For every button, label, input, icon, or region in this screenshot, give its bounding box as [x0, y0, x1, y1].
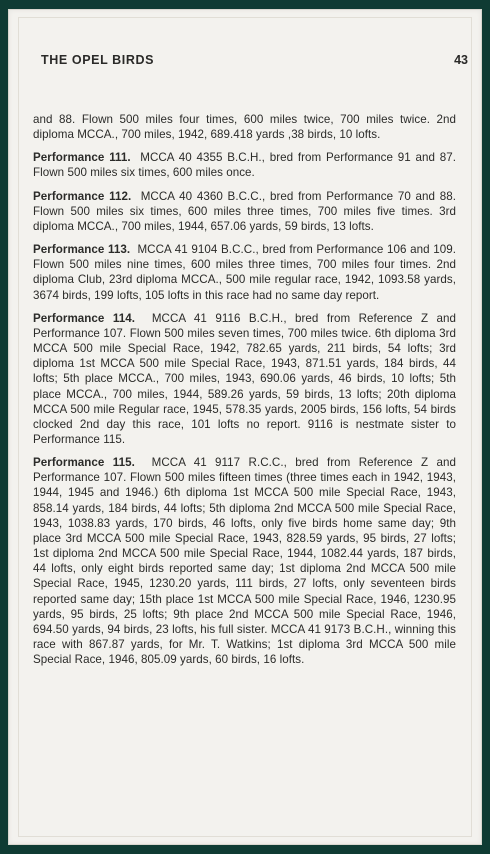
paragraph-heading: Performance 111. — [33, 151, 131, 165]
paragraph-performance-115 — [33, 455, 456, 667]
paragraph-text: MCCA 41 9117 R.C.C., bred from Reference Z and Performance 107. Flown 500 miles fifteen times (three times each in 1942, 1943, 1944, 1945 and 1946.) 6th diploma 1st MCCA 500 mile Special Race, 1943, 858.14 yards, 184 birds, 44 lofts; 5th diploma 2nd MCCA 500 mile Special Race, 1943, 1038.83 yards, 170 birds, 46 lofts, only five birds home same day; 9th place 3rd MCCA 500 mile Special Race, 1943, 828.59 yards, 95 birds, 27 lofts; 1st diploma 2nd MCCA 500 mile Special Race, 1944, 1082.44 yards, 187 birds, 44 lofts, only eight birds reported same day; 1st diploma 2nd MCCA 500 mile Special Race, 1945, 1230.20 yards, 111 birds, 27 lofts, only seventeen birds reported same day; 15th place 1st MCCA 500 mile Special Race, 1946, 1230.95 yards, 95 birds, 25 lofts; 9th place 2nd MCCA 500 mile Special Race, 1946, 694.50 yards, 94 birds, 23 lofts, his full sister. MCCA 41 9173 B.C.H., winning this race with 867.87 yards, for Mr. T. Watkins; 1st diploma 3rd MCCA 500 mile Special Race, 1946, 805.09 yards, 60 birds, 16 lofts. — [33, 456, 457, 667]
page-number: 43 — [454, 53, 468, 67]
running-title: THE OPEL BIRDS — [41, 53, 155, 67]
paragraph-performance-114 — [33, 311, 456, 447]
paragraph-performance-111 — [33, 150, 456, 180]
paragraph-heading: Performance 114. — [33, 311, 135, 325]
paragraph-text: and 88. Flown 500 miles four times, 600 miles twice, 700 miles twice. 2nd diploma MCCA., 700 miles, 1942, 689.418 yards ,38 birds, 10 lofts. — [33, 113, 456, 142]
paragraph-text: MCCA 41 9104 B.C.C., bred from Performance 106 and 109. Flown 500 miles nine times, 600 miles three times, 700 miles four times. 2nd diploma Club, 23rd diploma MCCA., 500 mile regular race, 1942, 1093.58 yards, 3674 birds, 199 lofts, 105 lofts in this race had no same day report. — [33, 243, 456, 302]
paragraph-heading: Performance 113. — [33, 243, 131, 257]
paragraph-heading: Performance 112. — [33, 189, 132, 203]
page-body — [33, 112, 456, 675]
paragraph-continuation — [33, 112, 456, 142]
running-header — [41, 53, 468, 67]
paragraph-performance-112 — [33, 189, 456, 234]
paragraph-text: MCCA 40 4360 B.C.C., bred from Performance 70 and 88. Flown 500 miles six times, 600 miles three times, 700 miles five times. 3rd diploma MCCA., 700 miles, 1944, 657.06 yards, 59 birds, 13 lofts. — [33, 189, 457, 233]
paragraph-heading: Performance 115. — [33, 456, 135, 470]
paragraph-performance-113 — [33, 242, 456, 303]
paragraph-text: MCCA 40 4355 B.C.H., bred from Performance 91 and 87. Flown 500 miles six times, 600 miles once. — [33, 151, 457, 180]
paragraph-text: MCCA 41 9116 B.C.H., bred from Reference Z and Performance 107. Flown 500 miles seven times, 700 miles twice. 6th diploma 3rd MCCA 500 mile Special Race, 1942, 782.65 yards, 211 birds, 54 lofts; 3rd diploma 1st MCCA 500 mile Special Race, 1943, 871.51 yards, 184 birds, 44 lofts; 5th place MCCA., 700 miles, 1943, 690.06 yards, 46 birds, 10 lofts; 5th place MCCA., 700 miles, 1944, 589.26 yards, 59 birds, 13 lofts; 20th diploma MCCA 500 mile Regular race, 1945, 578.35 yards, 2005 birds, 156 lofts, 54 birds clocked 2nd day this race, 101 lofts no report. 9116 is nestmate sister to Performance 115. — [33, 311, 457, 446]
